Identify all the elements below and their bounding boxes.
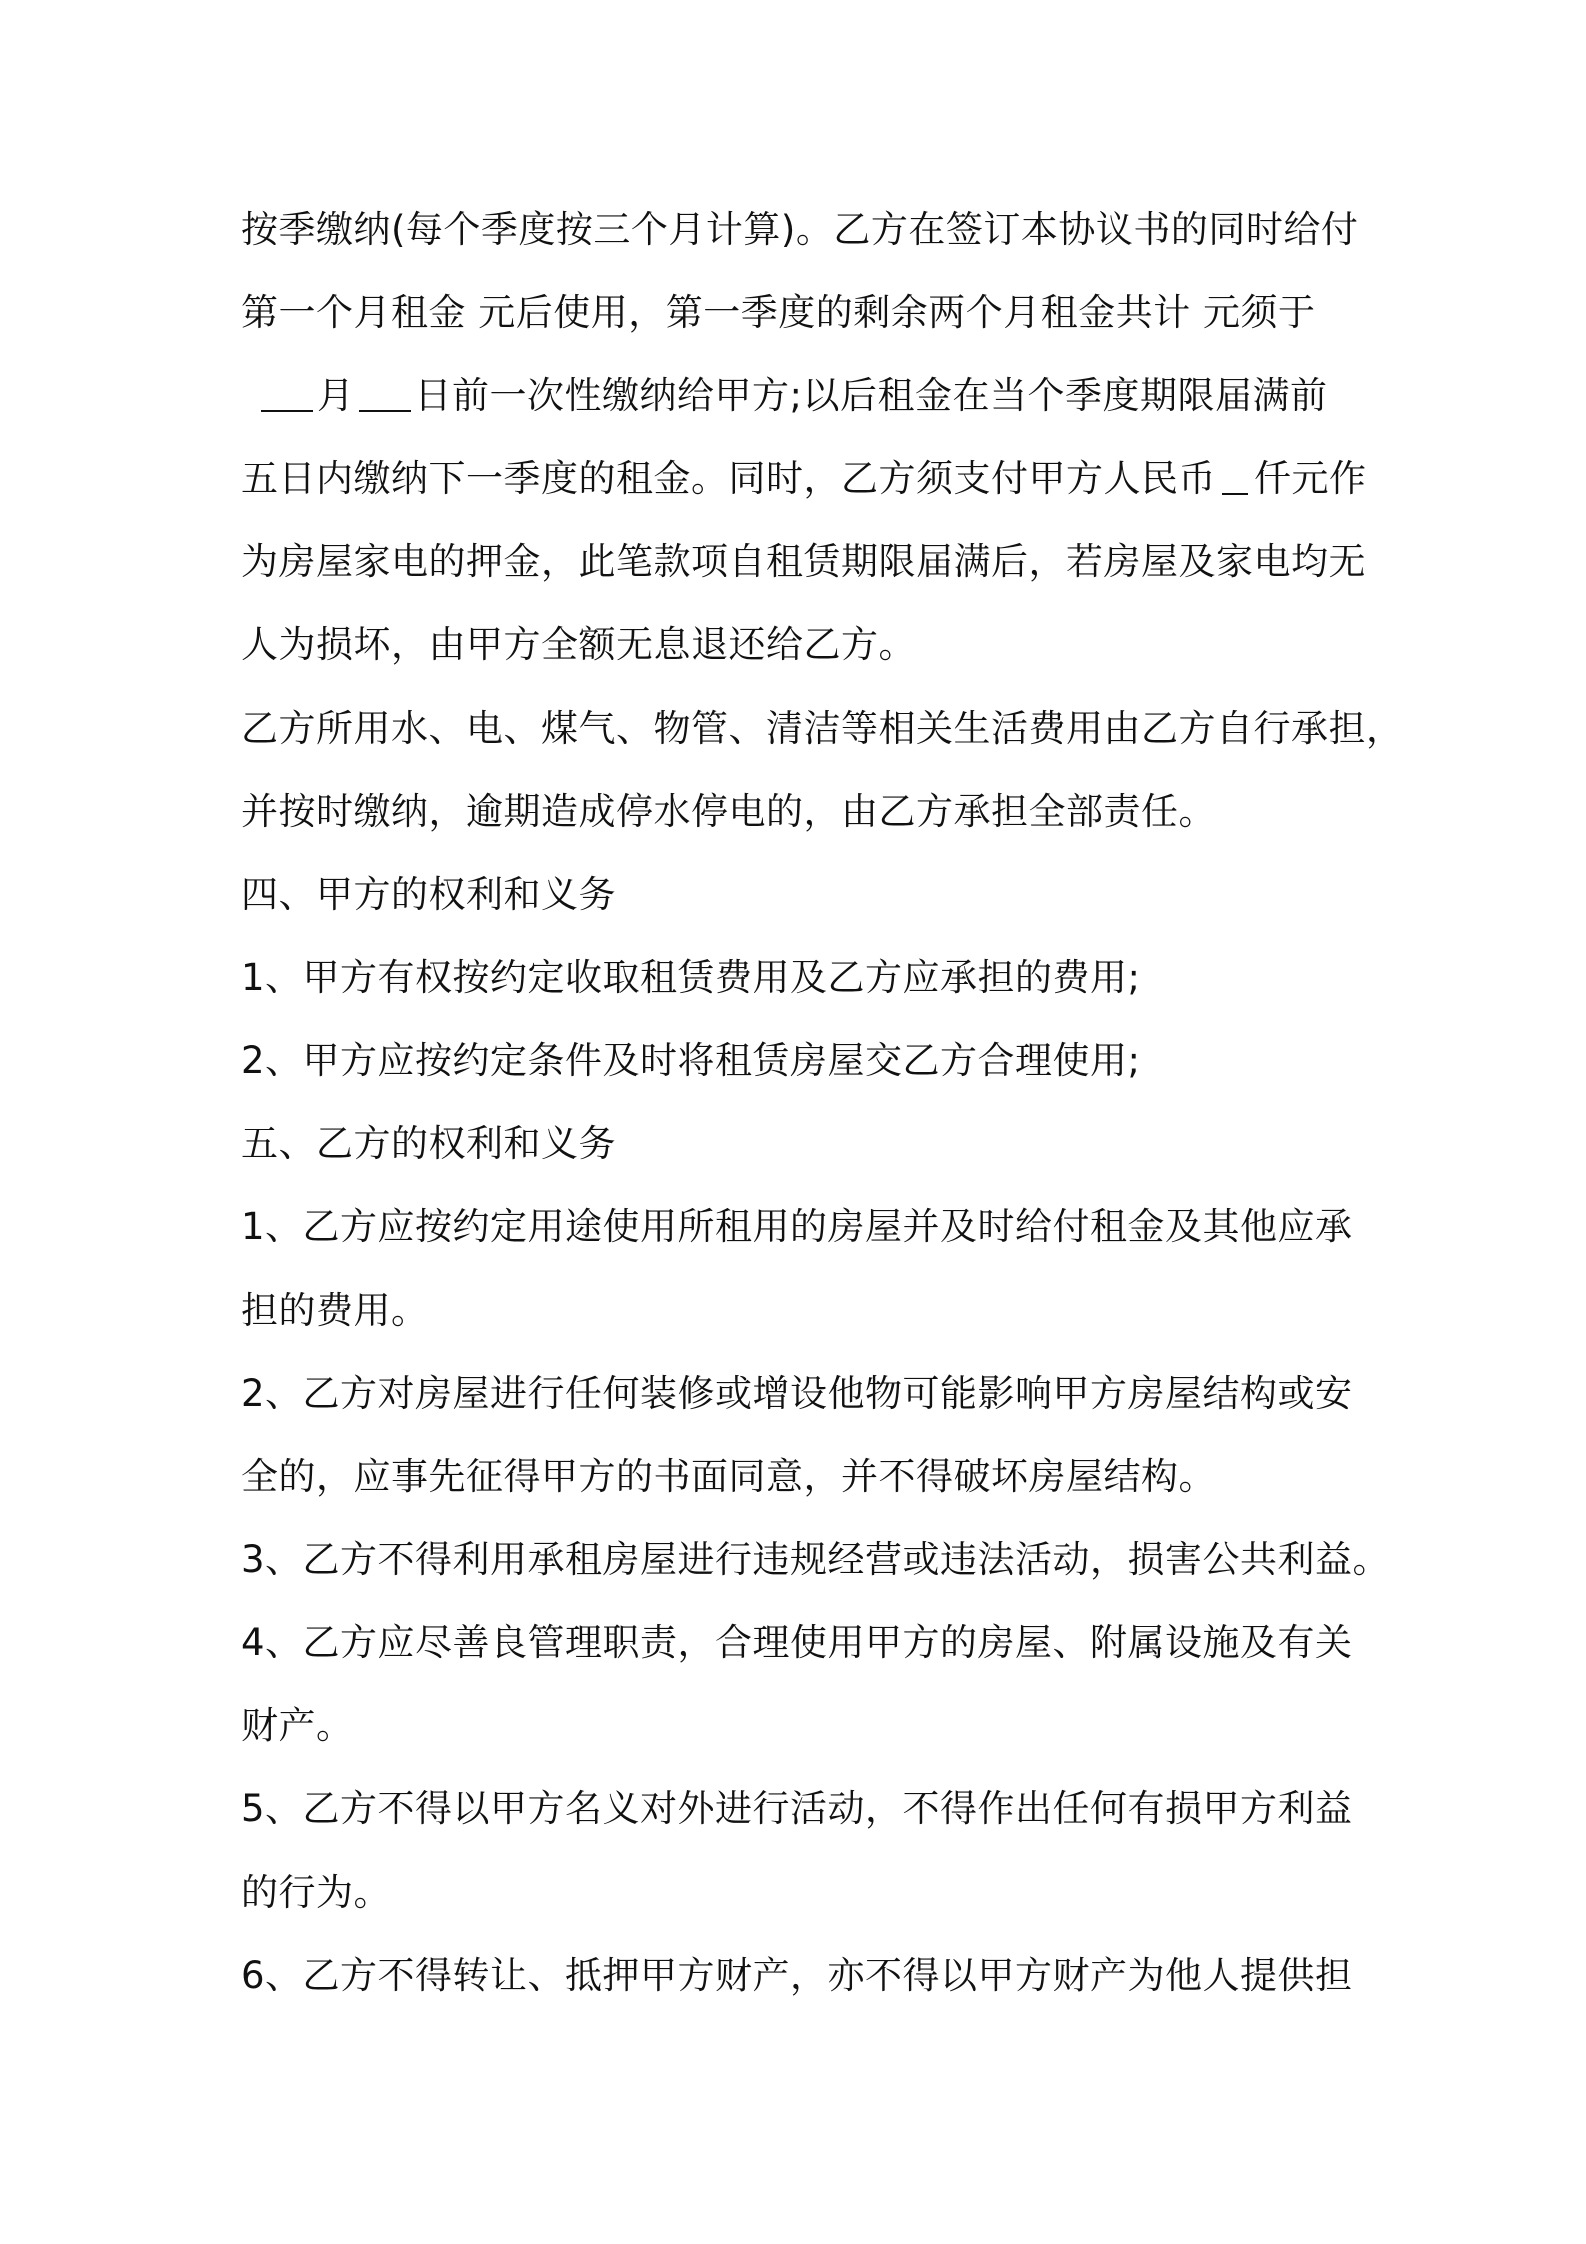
text-line: 按季缴纳(每个季度按三个月计算)。乙方在签订本协议书的同时给付 [241,208,1359,251]
blank-underline [1222,455,1248,495]
clause-item-continuation: 担的费用。 [241,1289,429,1332]
text-line: 人为损坏，由甲方全额无息退还给乙方。 [241,623,916,666]
section-heading: 四、甲方的权利和义务 [241,873,616,916]
text-line: 为房屋家电的押金，此笔款项自租赁期限届满后，若房屋及家电均无 [241,540,1366,583]
text-line-with-blank [241,455,1381,503]
text-line: 乙方所用水、电、煤气、物管、清洁等相关生活费用由乙方自行承担， [241,707,1404,750]
section-heading: 五、乙方的权利和义务 [241,1122,616,1165]
blank-underline [359,372,411,412]
clause-item: 1、乙方应按约定用途使用所租用的房屋并及时给付租金及其他应承 [241,1205,1353,1248]
text-fragment: 日前一次性缴纳给甲方;以后租金在当个季度期限届满前 [414,374,1328,417]
clause-item-continuation: 财产。 [241,1704,354,1747]
clause-item: 4、乙方应尽善良管理职责，合理使用甲方的房屋、附属设施及有关 [241,1621,1353,1664]
text-line: 并按时缴纳，逾期造成停水停电的，由乙方承担全部责任。 [241,790,1216,833]
clause-item: 2、甲方应按约定条件及时将租赁房屋交乙方合理使用; [241,1039,1141,1082]
clause-item: 5、乙方不得以甲方名义对外进行活动，不得作出任何有损甲方利益 [241,1787,1353,1830]
text-fragment: 仟元作 [1254,457,1367,500]
text-line: 第一个月租金 元后使用，第一季度的剩余两个月租金共计 元须于 [241,291,1316,334]
text-fragment: 月 [317,374,355,417]
clause-item-continuation: 的行为。 [241,1871,391,1914]
clause-item-continuation: 全的，应事先征得甲方的书面同意，并不得破坏房屋结构。 [241,1455,1216,1498]
blank-underline [261,372,313,412]
text-fragment: 五日内缴纳下一季度的租金。同时，乙方须支付甲方人民币 [241,457,1216,500]
clause-item: 6、乙方不得转让、抵押甲方财产，亦不得以甲方财产为他人提供担 [241,1954,1353,1997]
clause-item: 2、乙方对房屋进行任何装修或增设他物可能影响甲方房屋结构或安 [241,1372,1353,1415]
clause-item: 1、甲方有权按约定收取租赁费用及乙方应承担的费用; [241,956,1141,999]
clause-item: 3、乙方不得利用承租房屋进行违规经营或违法活动，损害公共利益。 [241,1538,1391,1581]
text-line-with-blanks [241,372,1381,420]
